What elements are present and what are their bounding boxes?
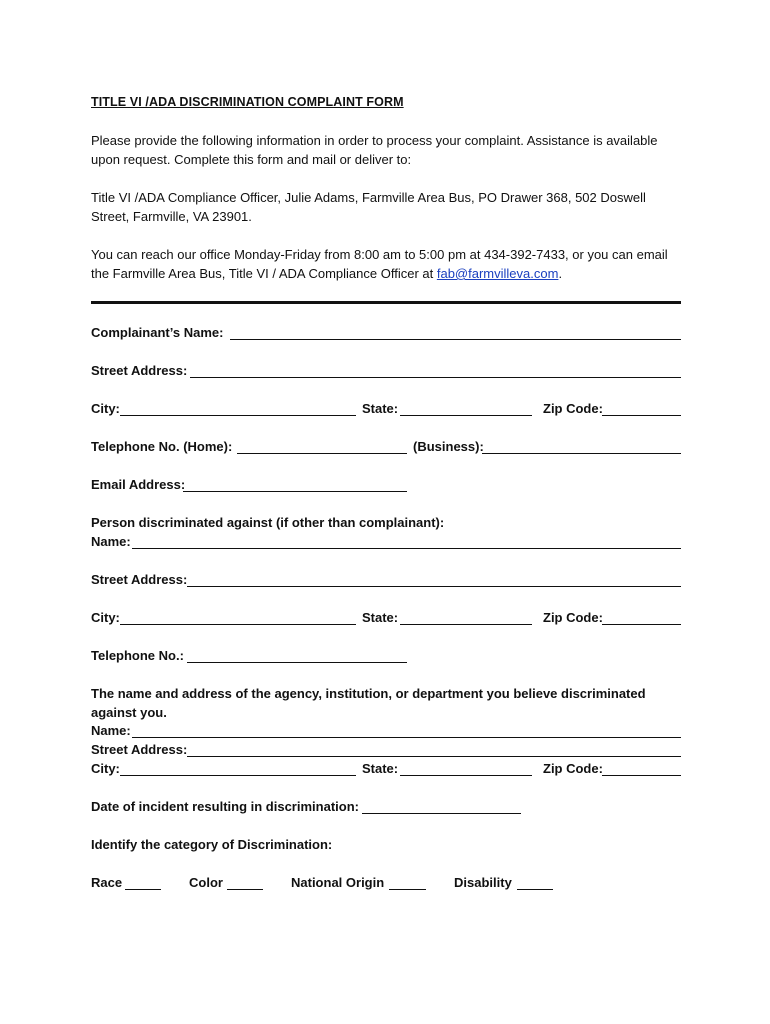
complainant-zip-label: Zip Code: xyxy=(543,401,603,416)
other-person-heading: Person discriminated against (if other than complainant): xyxy=(91,515,445,530)
complainant-city-label: City: xyxy=(91,401,120,416)
category-disability-field[interactable] xyxy=(517,889,553,890)
complainant-name-field[interactable] xyxy=(230,339,681,340)
other-city-row xyxy=(91,610,681,629)
complainant-street-field[interactable] xyxy=(190,377,681,378)
complainant-state-field[interactable] xyxy=(400,415,532,416)
other-phone-label: Telephone No.: xyxy=(91,648,184,663)
category-color-label: Color xyxy=(189,875,223,890)
category-race-field[interactable] xyxy=(125,889,161,890)
contact-suffix: . xyxy=(558,266,563,281)
agency-zip-label: Zip Code: xyxy=(543,761,603,776)
complainant-email-row xyxy=(91,477,681,496)
other-city-field[interactable] xyxy=(120,624,356,625)
other-name-row xyxy=(91,534,681,553)
complainant-name-label: Complainant’s Name: xyxy=(91,325,224,340)
agency-city-row xyxy=(91,761,681,780)
other-name-label: Name: xyxy=(91,534,131,549)
incident-date-row xyxy=(91,799,681,818)
complainant-state-label: State: xyxy=(362,401,399,416)
category-color-field[interactable] xyxy=(227,889,263,890)
complainant-phone-row xyxy=(91,439,681,458)
incident-date-label: Date of incident resulting in discrimination: xyxy=(91,799,359,814)
complainant-city-field[interactable] xyxy=(120,415,356,416)
agency-heading: The name and address of the agency, institution, or department you believe discriminated xyxy=(91,686,646,701)
phone-home-label: Telephone No. (Home): xyxy=(91,439,233,454)
category-disability-label: Disability xyxy=(454,875,512,890)
other-street-field[interactable] xyxy=(187,586,681,587)
form-title: TITLE VI /ADA DISCRIMINATION COMPLAINT FORM xyxy=(91,95,404,109)
phone-business-field[interactable] xyxy=(482,453,681,454)
complainant-zip-field[interactable] xyxy=(602,415,681,416)
other-name-field[interactable] xyxy=(132,548,681,549)
other-city-label: City: xyxy=(91,610,120,625)
agency-city-field[interactable] xyxy=(120,775,356,776)
agency-zip-field[interactable] xyxy=(602,775,681,776)
intro-paragraph: Please provide the following information in order to process your complaint. Assistance is available upon request. Complete this form and mail or deliver to: xyxy=(91,133,658,167)
email-address-label: Email Address: xyxy=(91,477,186,492)
complainant-street-row xyxy=(91,363,681,382)
category-heading: Identify the category of Discrimination: xyxy=(91,837,333,852)
other-state-label: State: xyxy=(362,610,399,625)
email-link[interactable]: fab@farmvilleva.com xyxy=(436,266,559,281)
other-street-label: Street Address: xyxy=(91,572,188,587)
agency-street-row xyxy=(91,742,681,761)
other-phone-row xyxy=(91,648,681,667)
incident-date-field[interactable] xyxy=(362,813,521,814)
complainant-city-row xyxy=(91,401,681,420)
agency-street-field[interactable] xyxy=(187,756,681,757)
other-state-field[interactable] xyxy=(400,624,532,625)
complainant-street-label: Street Address: xyxy=(91,363,188,378)
mailing-address: Title VI /ADA Compliance Officer, Julie Adams, Farmville Area Bus, PO Drawer 368, 502 Doswell Street, Farmville, VA 23901. xyxy=(91,190,646,224)
category-national-origin-label: National Origin xyxy=(291,875,385,890)
other-street-row xyxy=(91,572,681,591)
phone-home-field[interactable] xyxy=(237,453,407,454)
section-divider xyxy=(91,301,681,304)
contact-paragraph xyxy=(91,245,681,283)
agency-heading-cont: against you. xyxy=(91,705,167,720)
agency-state-field[interactable] xyxy=(400,775,532,776)
category-race-label: Race xyxy=(91,875,123,890)
agency-name-row xyxy=(91,723,681,742)
category-national-origin-field[interactable] xyxy=(389,889,426,890)
complainant-name-row xyxy=(91,325,681,344)
other-zip-label: Zip Code: xyxy=(543,610,603,625)
agency-name-label: Name: xyxy=(91,723,131,738)
phone-business-label: (Business): xyxy=(413,439,484,454)
agency-street-label: Street Address: xyxy=(91,742,188,757)
contact-text: You can reach our office Monday-Friday from 8:00 am to 5:00 pm at 434-392-7433, or you can email the Farmville Area Bus, Title VI / ADA Compliance Officer at xyxy=(91,247,668,281)
email-address-field[interactable] xyxy=(183,491,407,492)
category-row xyxy=(91,875,681,894)
agency-name-field[interactable] xyxy=(132,737,681,738)
agency-city-label: City: xyxy=(91,761,120,776)
other-zip-field[interactable] xyxy=(602,624,681,625)
other-phone-field[interactable] xyxy=(187,662,407,663)
agency-state-label: State: xyxy=(362,761,399,776)
